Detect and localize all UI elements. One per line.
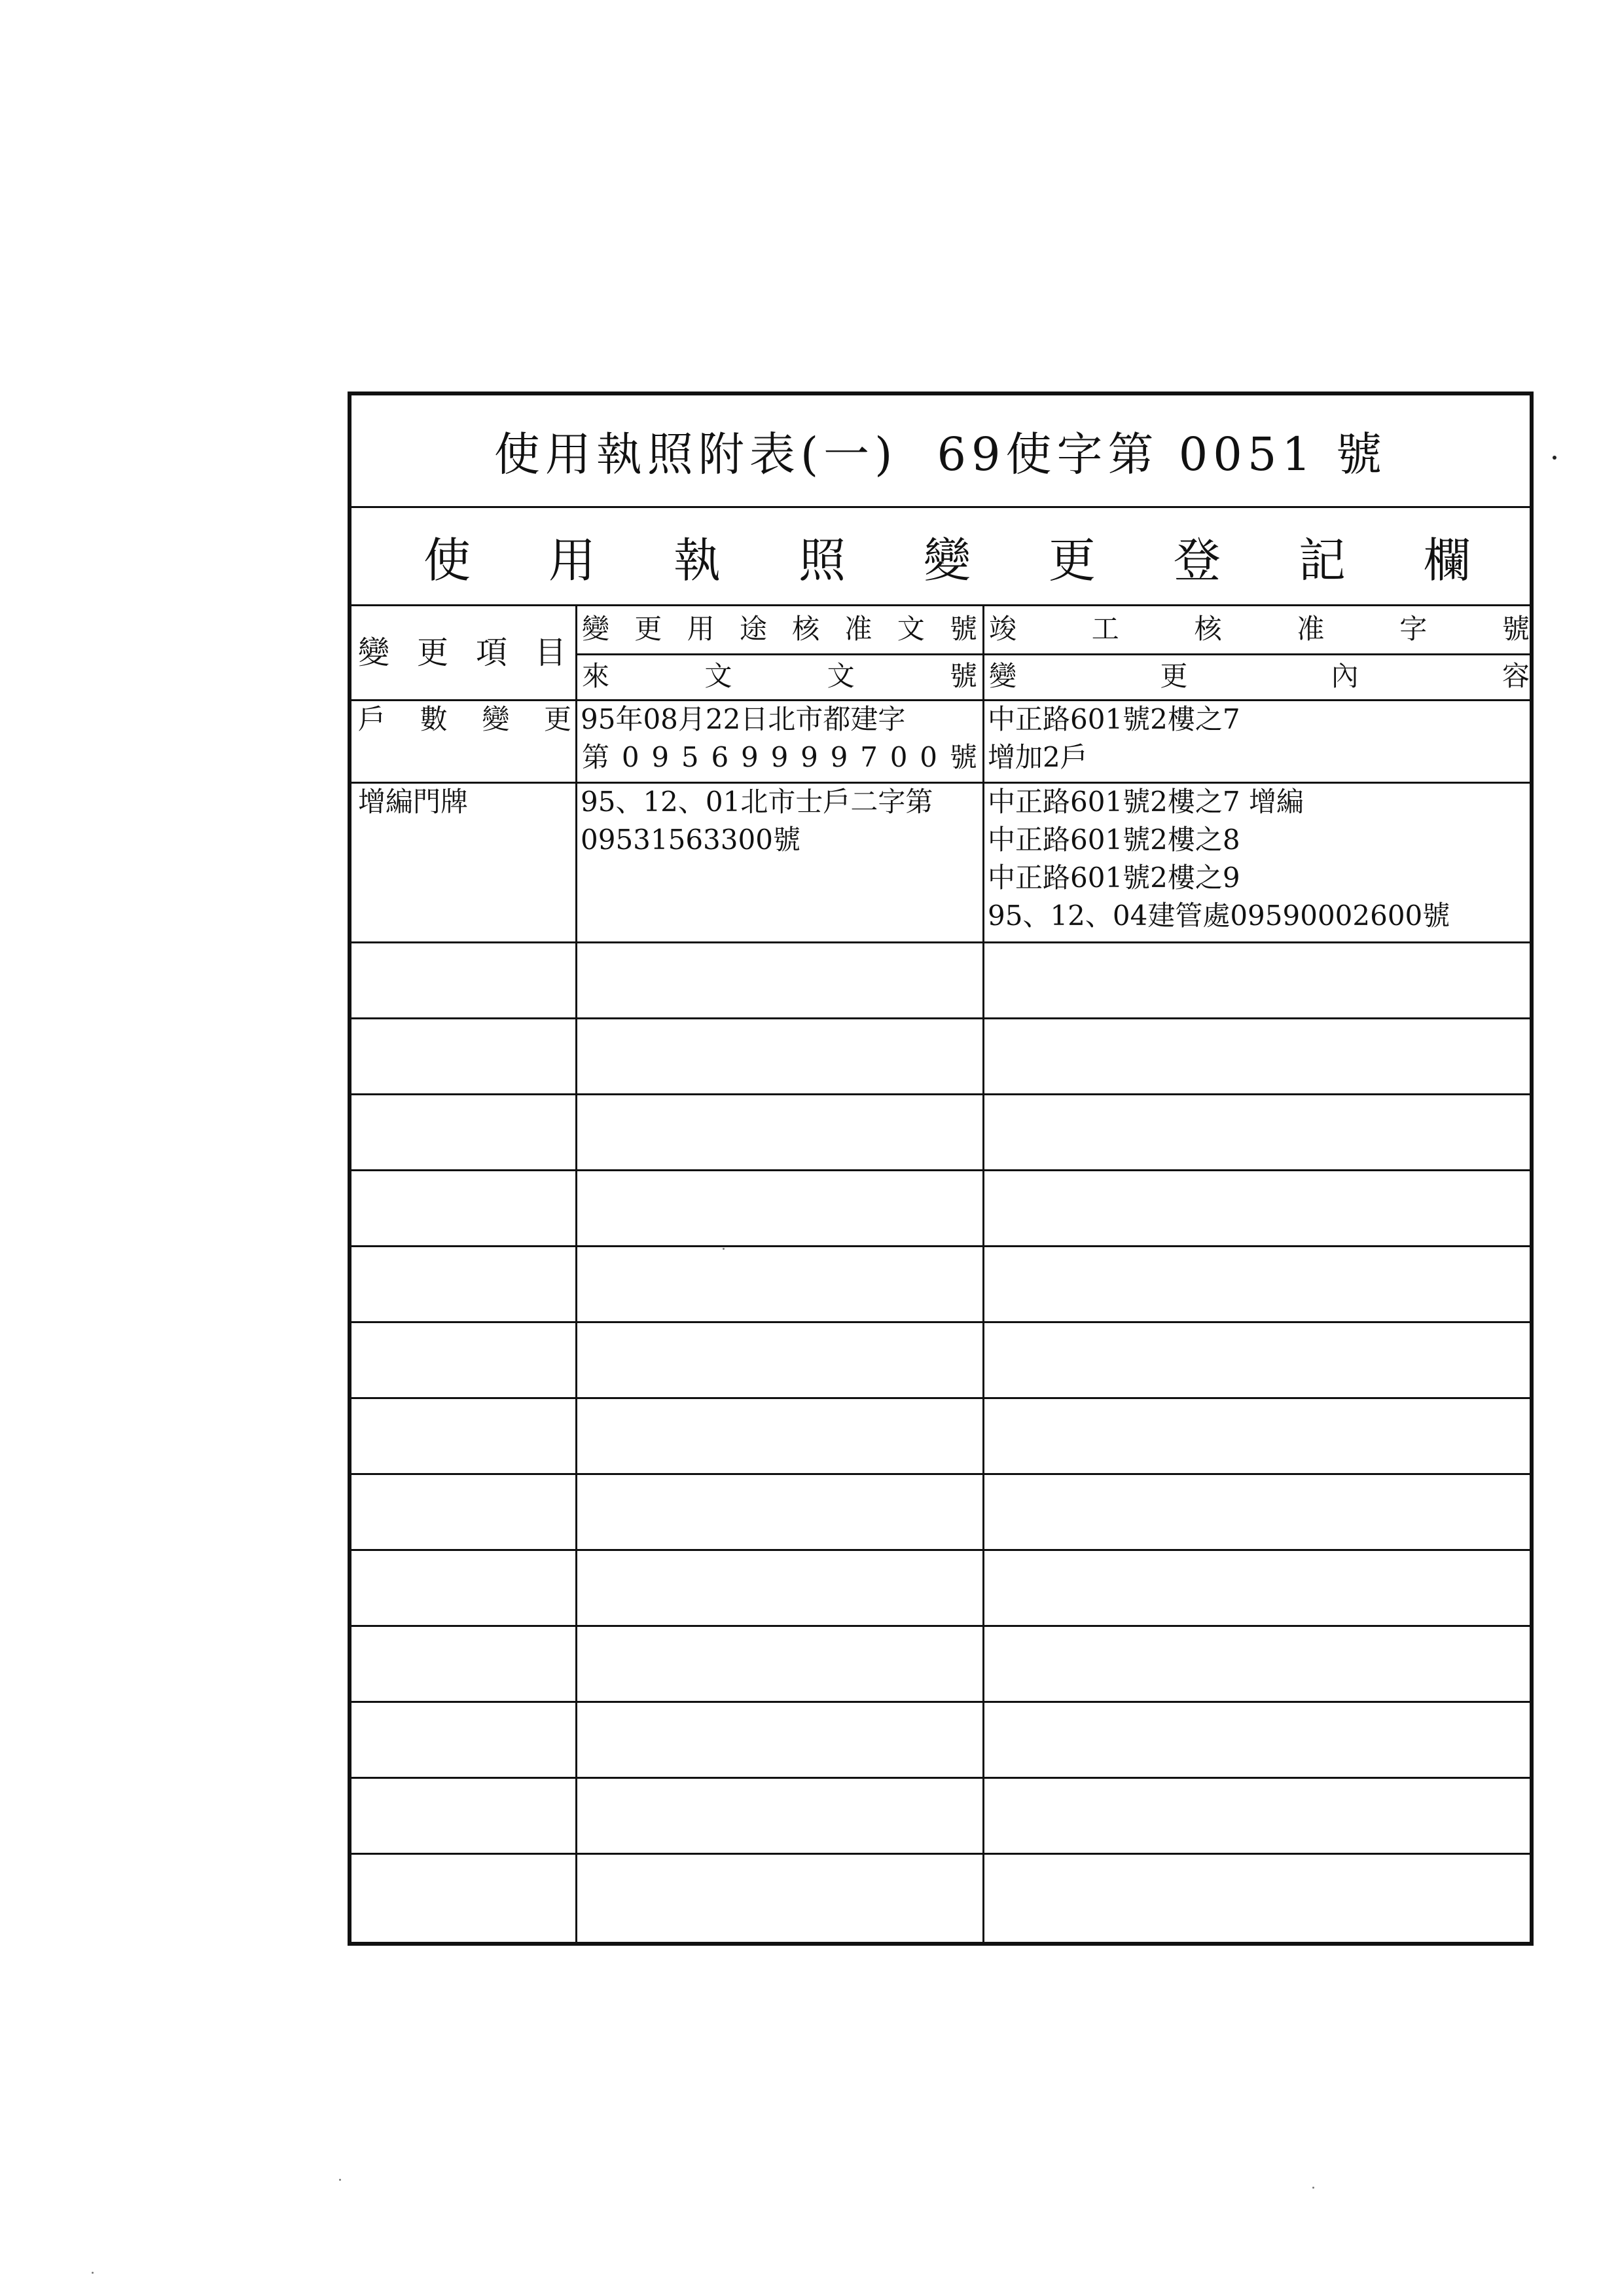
- column-divider: [982, 606, 984, 1942]
- row-2-doc-line-1: 95、12、01北市士戶二字第: [581, 786, 933, 818]
- section-title-char: 變: [923, 532, 971, 588]
- row-1-doc-line-2-char: 9: [800, 741, 818, 773]
- usage-license-form: [348, 392, 1534, 1946]
- section-title-char: 照: [798, 532, 846, 588]
- column-divider: [575, 606, 577, 1942]
- empty-row-divider: [351, 1397, 1530, 1399]
- row-divider: [351, 782, 1530, 784]
- row-2-content-line-1: 中正路601號2樓之7 增編: [988, 786, 1304, 818]
- header-change-item-char: 項: [475, 634, 507, 671]
- title-row: [351, 395, 1530, 508]
- row-1-doc-line-2-char: 6: [711, 741, 729, 773]
- row-1-doc-line-2-char: 7: [860, 741, 878, 773]
- header-completion-approval-number-char: 竣: [989, 613, 1017, 645]
- row-1-doc-line-2-char: 0: [621, 741, 639, 773]
- row-1-change-item: [358, 701, 571, 738]
- empty-row-divider: [351, 1853, 1530, 1855]
- section-title-char: 記: [1298, 532, 1346, 588]
- header-approval-doc-number-char: 文: [897, 613, 925, 645]
- header-change-content-char: 變: [989, 660, 1017, 692]
- section-title-char: 用: [548, 532, 596, 588]
- row-1-doc-line-2-char: 第: [582, 741, 610, 773]
- header-approval-doc-number-char: 用: [687, 613, 715, 645]
- header-approval-doc-number-char: 變: [582, 613, 610, 645]
- header-incoming-doc-number-char: 文: [704, 660, 732, 692]
- subtitle-row: [351, 508, 1530, 606]
- empty-row-divider: [351, 1549, 1530, 1551]
- header-change-content-char: 更: [1160, 660, 1188, 692]
- section-title: [423, 522, 1471, 591]
- license-number: 69使字第 0051 號: [937, 428, 1388, 481]
- empty-row-divider: [351, 1093, 1530, 1095]
- empty-row-divider: [351, 1777, 1530, 1779]
- row-1-doc-line-2-char: 號: [949, 741, 977, 773]
- header-change-item: [358, 634, 566, 672]
- row-divider: [351, 941, 1530, 943]
- row-2-doc-line-2: 09531563300號: [581, 824, 800, 856]
- section-title-char: 使: [423, 532, 471, 588]
- header-change-content: [989, 657, 1530, 695]
- row-1-doc-line-2: [582, 738, 977, 776]
- change-register-table: [351, 606, 1530, 1942]
- row-2-content-line-2: 中正路601號2樓之8: [988, 824, 1240, 856]
- empty-row-divider: [351, 1321, 1530, 1323]
- header-change-item-char: 目: [534, 634, 566, 671]
- row-1-change-item-char: 數: [420, 703, 448, 735]
- header-approval-doc-number-char: 號: [949, 613, 977, 645]
- header-change-content-char: 容: [1501, 660, 1530, 692]
- row-1-doc-line-2-char: 9: [741, 741, 759, 773]
- scan-speck: [723, 1248, 725, 1250]
- header-completion-approval-number: [989, 610, 1530, 648]
- scan-speck: [92, 2272, 94, 2274]
- row-1-doc-line-2-char: 0: [920, 741, 938, 773]
- row-2-change-item: 增編門牌: [358, 786, 469, 818]
- empty-row-divider: [351, 1625, 1530, 1627]
- row-1-doc-line-2-char: 9: [651, 741, 670, 773]
- scan-speck: [1553, 456, 1556, 460]
- header-completion-approval-number-char: 准: [1297, 613, 1325, 645]
- row-1-content-line-1: 中正路601號2樓之7: [988, 703, 1240, 735]
- empty-row-divider: [351, 1169, 1530, 1171]
- row-1-change-item-char: 更: [543, 703, 571, 735]
- header-completion-approval-number-char: 字: [1399, 613, 1428, 645]
- empty-row-divider: [351, 1701, 1530, 1703]
- header-split-line: [575, 653, 1530, 655]
- header-completion-approval-number-char: 號: [1501, 613, 1530, 645]
- row-2-content-line-4: 95、12、04建管處09590002600號: [988, 900, 1450, 932]
- section-title-char: 執: [673, 532, 721, 588]
- header-change-content-char: 內: [1331, 660, 1359, 692]
- title-name: 使用執照附表(一): [494, 428, 898, 481]
- scan-speck: [1312, 2187, 1314, 2189]
- header-completion-approval-number-char: 工: [1091, 613, 1119, 645]
- header-completion-approval-number-char: 核: [1194, 613, 1222, 645]
- header-approval-doc-number-char: 核: [792, 613, 820, 645]
- section-title-char: 欄: [1423, 532, 1471, 588]
- section-title-char: 更: [1048, 532, 1096, 588]
- header-approval-doc-number: [582, 610, 977, 648]
- header-approval-doc-number-char: 更: [634, 613, 662, 645]
- section-title-char: 登: [1173, 532, 1221, 588]
- empty-row-divider: [351, 1473, 1530, 1475]
- row-1-doc-line-2-char: 9: [830, 741, 848, 773]
- row-1-doc-line-2-char: 5: [681, 741, 699, 773]
- empty-row-divider: [351, 1017, 1530, 1019]
- row-1-content-line-2: 增加2戶: [988, 741, 1088, 773]
- header-incoming-doc-number-char: 文: [827, 660, 855, 692]
- header-incoming-doc-number-char: 號: [949, 660, 977, 692]
- row-1-change-item-char: 戶: [358, 703, 386, 735]
- empty-row-divider: [351, 1245, 1530, 1247]
- form-title: [494, 418, 1387, 484]
- row-1-doc-line-1: 95年08月22日北市都建字: [581, 703, 906, 735]
- header-change-item-char: 更: [416, 634, 448, 671]
- header-change-item-char: 變: [358, 634, 390, 671]
- row-1-doc-line-2-char: 9: [770, 741, 789, 773]
- row-1-change-item-char: 變: [482, 703, 510, 735]
- row-1-doc-line-2-char: 0: [890, 741, 908, 773]
- header-approval-doc-number-char: 准: [844, 613, 872, 645]
- row-2-content-line-3: 中正路601號2樓之9: [988, 862, 1240, 894]
- header-incoming-doc-number: [582, 657, 977, 695]
- header-incoming-doc-number-char: 來: [582, 660, 610, 692]
- scan-speck: [339, 2179, 341, 2181]
- header-approval-doc-number-char: 途: [739, 613, 767, 645]
